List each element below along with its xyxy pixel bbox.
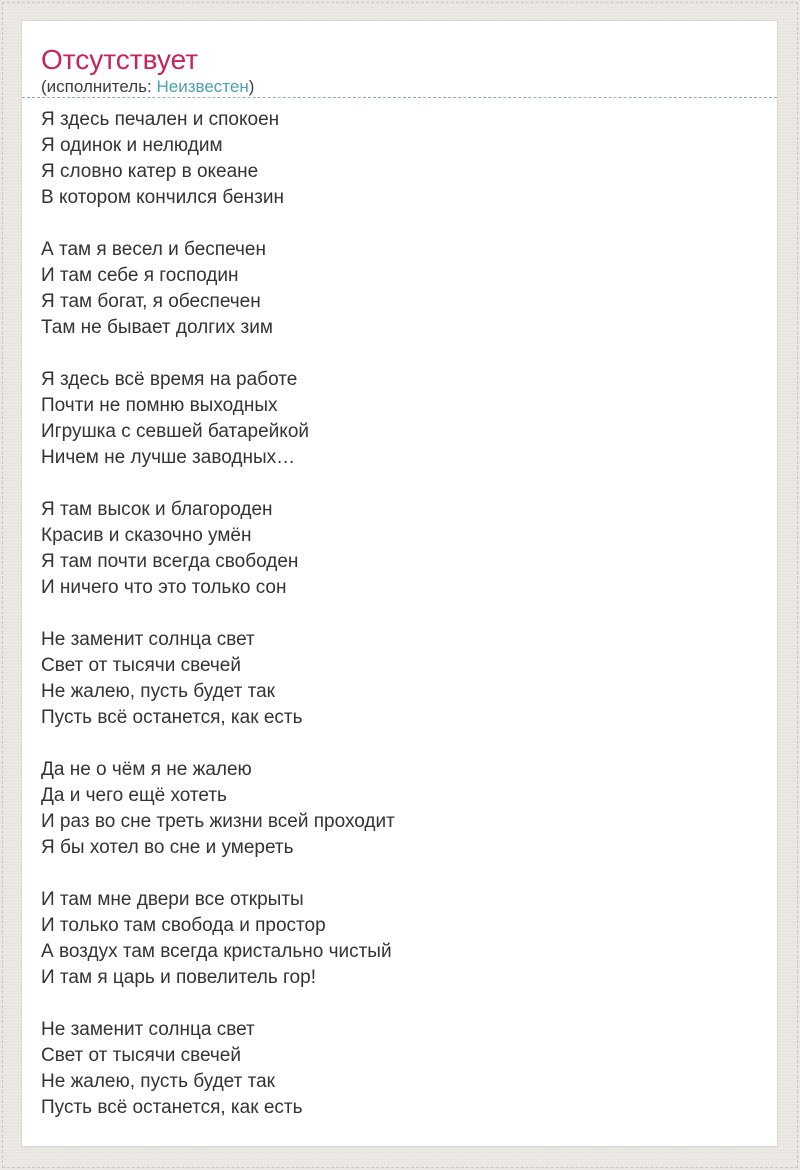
artist-line bbox=[41, 76, 758, 97]
lyrics-line: Не жалею, пусть будет так bbox=[41, 681, 275, 702]
song-title: Отсутствует bbox=[41, 44, 199, 75]
lyrics-line: Пусть всё останется, как есть bbox=[41, 1097, 303, 1118]
lyrics-card bbox=[21, 20, 778, 1147]
lyrics-stanza bbox=[41, 757, 758, 861]
lyrics-line: Ничем не лучше заводных… bbox=[41, 447, 296, 468]
lyrics-line: Я здесь печален и спокоен bbox=[41, 109, 280, 130]
lyrics-line: Я словно катер в океане bbox=[41, 161, 259, 182]
lyrics-line: Да и чего ещё хотеть bbox=[41, 785, 227, 806]
lyrics-stanza bbox=[41, 237, 758, 341]
lyrics-line: Я там высок и благороден bbox=[41, 499, 273, 520]
lyrics-line: Я бы хотел во сне и умереть bbox=[41, 837, 294, 858]
lyrics-line: И раз во сне треть жизни всей проходит bbox=[41, 811, 395, 832]
lyrics-line: Почти не помню выходных bbox=[41, 395, 278, 416]
lyrics-line: И только там свобода и простор bbox=[41, 915, 326, 936]
song-header bbox=[22, 21, 777, 98]
lyrics-stanza bbox=[41, 1017, 758, 1121]
artist-label-suffix: ) bbox=[248, 77, 255, 96]
lyrics-line: Пусть всё останется, как есть bbox=[41, 707, 303, 728]
lyrics-line: Я одинок и нелюдим bbox=[41, 135, 223, 156]
lyrics-line: А воздух там всегда кристально чистый bbox=[41, 941, 392, 962]
lyrics-line: А там я весел и беспечен bbox=[41, 239, 266, 260]
lyrics-line: Не заменит солнца свет bbox=[41, 1019, 255, 1040]
lyrics-line: Я там богат, я обеспечен bbox=[41, 291, 261, 312]
lyrics-line: И ничего что это только сон bbox=[41, 577, 287, 598]
lyrics-line: Я здесь всё время на работе bbox=[41, 369, 298, 390]
artist-link[interactable]: Неизвестен bbox=[156, 77, 249, 96]
lyrics-line: Да не о чём я не жалею bbox=[41, 759, 252, 780]
lyrics-line: Там не бывает долгих зим bbox=[41, 317, 273, 338]
lyrics-section bbox=[22, 98, 777, 1121]
lyrics-line: Не жалею, пусть будет так bbox=[41, 1071, 275, 1092]
lyrics-line: И там я царь и повелитель гор! bbox=[41, 967, 316, 988]
lyrics-line: Не заменит солнца свет bbox=[41, 629, 255, 650]
lyrics-line: Свет от тысячи свечей bbox=[41, 1045, 241, 1066]
lyrics-stanza bbox=[41, 497, 758, 601]
lyrics-stanza bbox=[41, 107, 758, 211]
lyrics-line: Свет от тысячи свечей bbox=[41, 655, 241, 676]
lyrics-line: И там мне двери все открыты bbox=[41, 889, 304, 910]
lyrics-stanza bbox=[41, 627, 758, 731]
lyrics-stanza bbox=[41, 887, 758, 991]
artist-label-prefix: (исполнитель: bbox=[41, 77, 157, 96]
lyrics-line: И там себе я господин bbox=[41, 265, 239, 286]
lyrics-line: Я там почти всегда свободен bbox=[41, 551, 299, 572]
lyrics-stanza bbox=[41, 367, 758, 471]
lyrics-line: Игрушка с севшей батарейкой bbox=[41, 421, 310, 442]
lyrics-line: Красив и сказочно умён bbox=[41, 525, 252, 546]
lyrics-line: В котором кончился бензин bbox=[41, 187, 284, 208]
